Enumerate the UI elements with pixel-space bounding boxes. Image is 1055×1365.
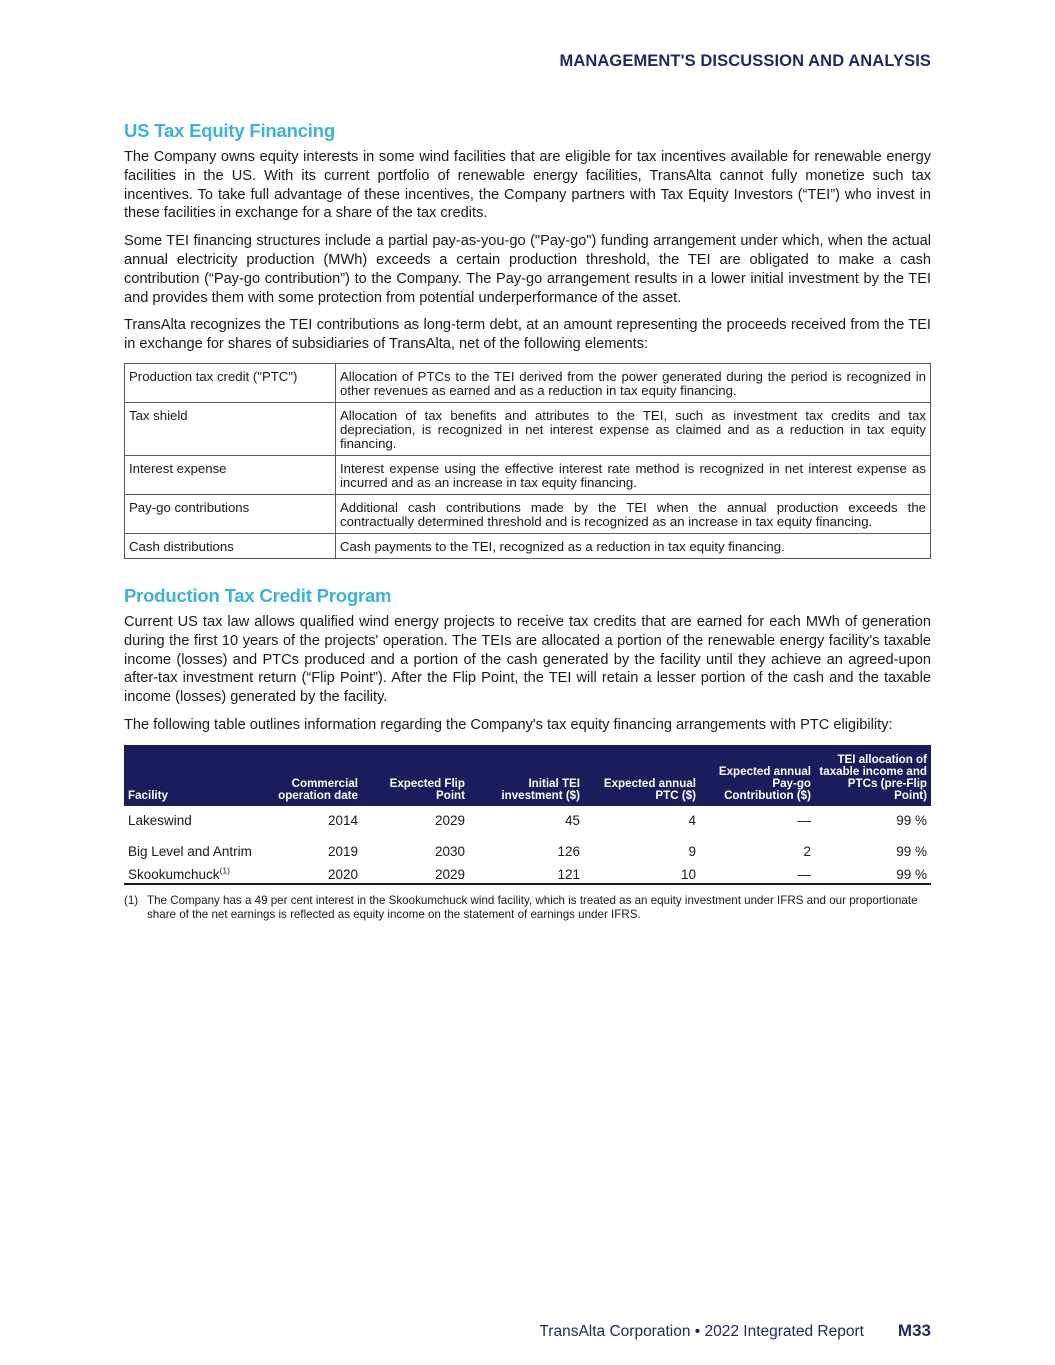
column-header: Expected Flip Point bbox=[362, 745, 469, 806]
column-header: Commercial operation date bbox=[264, 745, 362, 806]
table-cell: 2014 bbox=[327, 812, 358, 828]
table-row bbox=[125, 363, 931, 402]
table-cell: 99 % bbox=[896, 843, 927, 859]
section-title-us-tax-equity: US Tax Equity Financing bbox=[124, 120, 335, 141]
table-cell: Big Level and Antrim bbox=[128, 843, 252, 859]
paragraph: The following table outlines information regarding the Company's tax equity financing arrangements with PTC eligibility: bbox=[124, 716, 893, 733]
footnote-number: (1) bbox=[124, 893, 139, 907]
definition-description: Interest expense using the effective interest rate method is recognized in net interest expense as incurred and as an increase in tax equity financing. bbox=[336, 455, 931, 494]
column-header: Expected annual Pay-go Contribution ($) bbox=[700, 745, 815, 806]
table-row bbox=[125, 455, 931, 494]
section-ptc-program bbox=[124, 585, 931, 922]
definition-description: Cash payments to the TEI, recognized as a reduction in tax equity financing. bbox=[336, 533, 931, 558]
column-header: TEI allocation of taxable income and PTCs (pre-Flip Point) bbox=[815, 745, 931, 806]
table-row bbox=[125, 494, 931, 533]
table-cell: 2029 bbox=[434, 812, 465, 828]
table-cell: 121 bbox=[469, 860, 584, 884]
table-cell: 10 bbox=[584, 860, 700, 884]
table-cell: 2020 bbox=[264, 860, 362, 884]
table-row bbox=[125, 533, 931, 558]
table-cell: 9 bbox=[688, 843, 696, 859]
facility-name: Skookumchuck bbox=[128, 866, 220, 882]
table-cell: 99 % bbox=[896, 812, 927, 828]
paragraph: The Company owns equity interests in some wind facilities that are eligible for tax incentives available for renewable energy facilities in the US. With its current portfolio of renewable energy facilities, TransAlta cannot fully monetize such tax incentives. To take full advantage of these incentives, the Company partners with Tax Equity Investors (“TEI”) who invest in these facilities in exchange for a share of the tax credits. bbox=[124, 149, 931, 222]
table-cell: 4 bbox=[688, 812, 696, 828]
table-cell: 45 bbox=[564, 812, 580, 828]
footnote bbox=[124, 894, 931, 922]
table-row bbox=[124, 829, 931, 860]
table-cell: — bbox=[797, 812, 811, 828]
column-header: Initial TEI investment ($) bbox=[469, 745, 584, 806]
table-cell: Lakeswind bbox=[128, 812, 192, 828]
table-row bbox=[124, 806, 931, 829]
page-number: M33 bbox=[897, 1321, 931, 1340]
table-cell bbox=[124, 860, 264, 884]
definition-term: Interest expense bbox=[125, 455, 336, 494]
footnote-text: The Company has a 49 per cent interest in the Skookumchuck wind facility, which is treated as an equity investment under IFRS and our proportionate share of the net earnings is reflected as equity income on the statement of earnings under IFRS. bbox=[147, 893, 918, 921]
definitions-table bbox=[124, 363, 931, 559]
table-cell: 2 bbox=[803, 843, 811, 859]
report-title: TransAlta Corporation • 2022 Integrated Report bbox=[539, 1323, 864, 1340]
table-row bbox=[124, 860, 931, 884]
definition-description: Allocation of PTCs to the TEI derived from the power generated during the period is recognized in other revenues as earned and as a reduction in tax equity financing. bbox=[336, 363, 931, 402]
column-header: Expected annual PTC ($) bbox=[584, 745, 700, 806]
page-content bbox=[124, 120, 931, 922]
table-cell: 126 bbox=[557, 843, 580, 859]
definition-term: Cash distributions bbox=[125, 533, 336, 558]
table-cell: 2019 bbox=[327, 843, 358, 859]
footnote-reference: (1) bbox=[219, 865, 230, 876]
definition-description: Additional cash contributions made by the TEI when the annual production exceeds the contractually determined threshold and is recognized as an increase in tax equity financing. bbox=[336, 494, 931, 533]
column-header: Facility bbox=[124, 745, 264, 806]
definition-description: Allocation of tax benefits and attributes to the TEI, such as investment tax credits and tax depreciation, is recognized in net interest expense as claimed and as a reduction in tax equity financing. bbox=[336, 402, 931, 455]
definition-term: Production tax credit ("PTC") bbox=[125, 363, 336, 402]
paragraph: Current US tax law allows qualified wind energy projects to receive tax credits that are earned for each MWh of generation during the first 10 years of the projects' operation. The TEIs are allocated a portion of the renewable energy facility's taxable income (losses) and PTCs produced and a portion of the cash generated by the facility until they achieve an agreed-upon after-tax investment return (“Flip Point”). After the Flip Point, the TEI will retain a lesser portion of the cash and the taxable income (losses) generated by the facility. bbox=[124, 613, 931, 706]
section-title-ptc-program: Production Tax Credit Program bbox=[124, 584, 392, 606]
page-footer bbox=[539, 1321, 931, 1341]
definition-term: Tax shield bbox=[125, 402, 336, 455]
tei-table bbox=[124, 745, 931, 885]
table-row bbox=[125, 402, 931, 455]
table-cell: 99 % bbox=[815, 860, 931, 884]
table-cell: 2029 bbox=[362, 860, 469, 884]
paragraph: Some TEI financing structures include a partial pay-as-you-go ("Pay-go") funding arrangement under which, when the actual annual electricity production (MWh) exceeds a certain production threshold, the TEI are obligated to make a cash contribution (“Pay-go contribution”) to the Company. The Pay-go arrangement results in a lower initial investment by the TEI and provides them with some protection from potential underperformance of the asset. bbox=[124, 233, 931, 306]
table-cell: — bbox=[700, 860, 815, 884]
page-header: MANAGEMENT'S DISCUSSION AND ANALYSIS bbox=[559, 52, 931, 70]
table-header-row bbox=[124, 745, 931, 806]
paragraph: TransAlta recognizes the TEI contributions as long-term debt, at an amount representing the proceeds received from the TEI in exchange for shares of subsidiaries of TransAlta, net of the following elements: bbox=[124, 317, 931, 353]
table-cell: 2030 bbox=[434, 843, 465, 859]
definition-term: Pay-go contributions bbox=[125, 494, 336, 533]
